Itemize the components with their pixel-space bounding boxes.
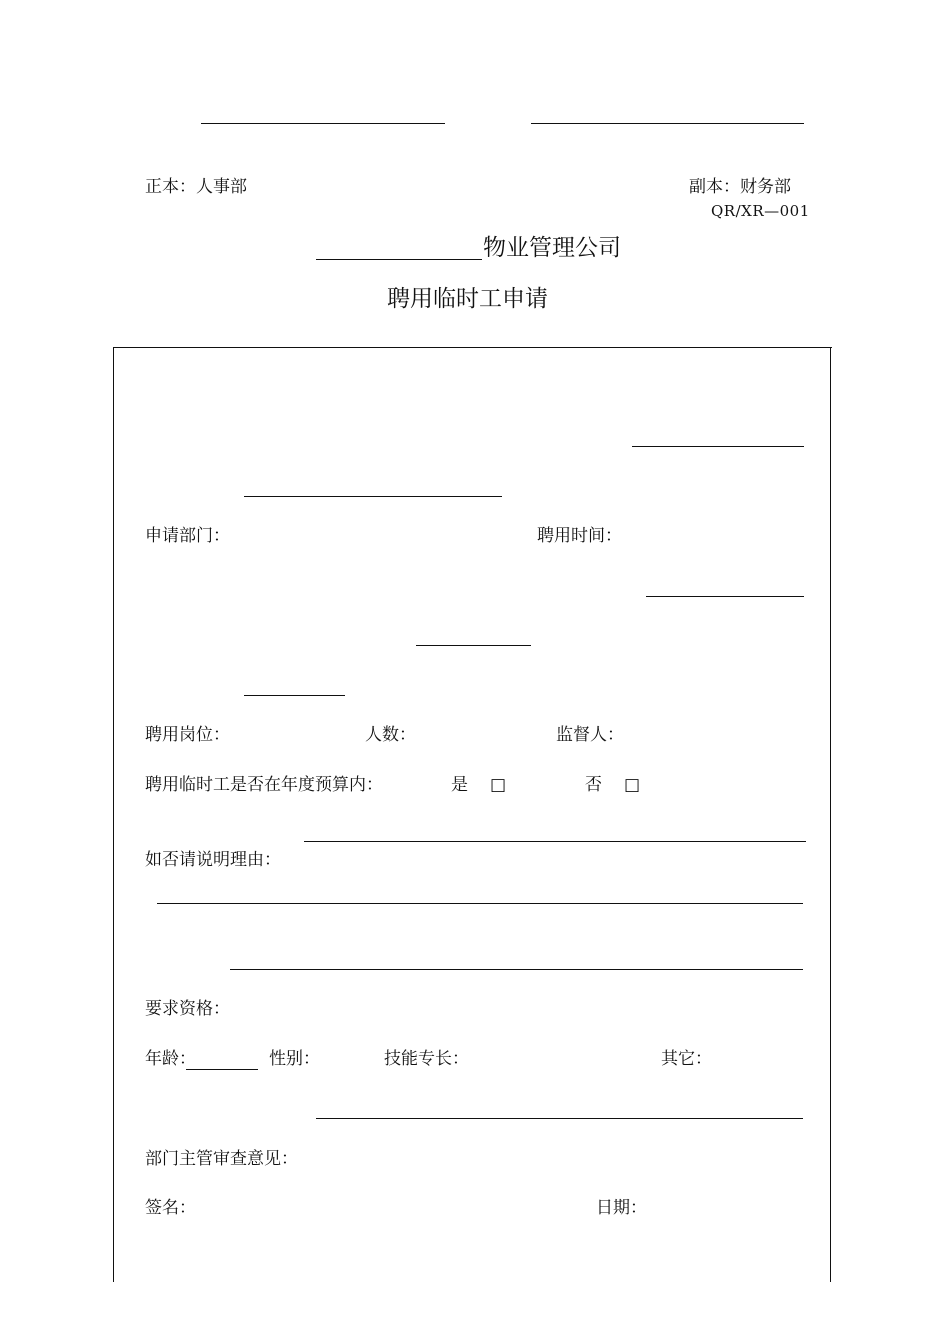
company-name-blank[interactable] bbox=[316, 259, 482, 260]
in-budget-question: 聘用临时工是否在年度预算内： bbox=[145, 775, 383, 795]
position-blank[interactable] bbox=[244, 695, 345, 696]
no-label: 否 bbox=[585, 775, 602, 795]
skills-label: 技能专长： bbox=[384, 1049, 469, 1069]
signature-label: 签名： bbox=[145, 1198, 196, 1218]
headcount-label: 人数： bbox=[365, 725, 416, 745]
headcount-blank[interactable] bbox=[416, 645, 531, 646]
age-label: 年龄： bbox=[145, 1049, 196, 1069]
no-checkbox[interactable]: □ bbox=[624, 775, 641, 795]
position-label: 聘用岗位： bbox=[145, 725, 230, 745]
original-copy-label: 正本：人事部 bbox=[145, 177, 247, 197]
form-code: QR/XR—001 bbox=[711, 202, 810, 220]
form-box-right bbox=[830, 347, 831, 1282]
hire-time-blank[interactable] bbox=[632, 446, 804, 447]
form-title: 聘用临时工申请 bbox=[387, 286, 548, 312]
form-box-left bbox=[113, 347, 114, 1282]
form-box-top bbox=[113, 347, 832, 348]
yes-label: 是 bbox=[451, 775, 468, 795]
company-suffix: 物业管理公司 bbox=[483, 235, 621, 261]
manager-opinion-label: 部门主管审查意见： bbox=[145, 1149, 298, 1169]
opinion-blank[interactable] bbox=[316, 1118, 803, 1119]
apply-dept-blank[interactable] bbox=[244, 496, 502, 497]
top-blank-line-left bbox=[201, 123, 445, 124]
requirements-blank[interactable] bbox=[230, 969, 803, 970]
reason-blank-2[interactable] bbox=[157, 903, 803, 904]
reason-blank-1[interactable] bbox=[304, 841, 806, 842]
other-label: 其它： bbox=[661, 1049, 712, 1069]
apply-dept-label: 申请部门： bbox=[145, 526, 230, 546]
date-label: 日期： bbox=[596, 1198, 647, 1218]
requirements-label: 要求资格： bbox=[145, 999, 230, 1019]
yes-checkbox[interactable]: □ bbox=[490, 775, 507, 795]
hire-time-label: 聘用时间： bbox=[537, 526, 622, 546]
top-blank-line-right bbox=[531, 123, 804, 124]
age-blank[interactable] bbox=[186, 1069, 258, 1070]
duplicate-copy-label: 副本：财务部 bbox=[689, 177, 791, 197]
reason-label: 如否请说明理由： bbox=[145, 850, 281, 870]
supervisor-label: 监督人： bbox=[556, 725, 624, 745]
gender-label: 性别： bbox=[269, 1049, 320, 1069]
supervisor-blank[interactable] bbox=[646, 596, 804, 597]
